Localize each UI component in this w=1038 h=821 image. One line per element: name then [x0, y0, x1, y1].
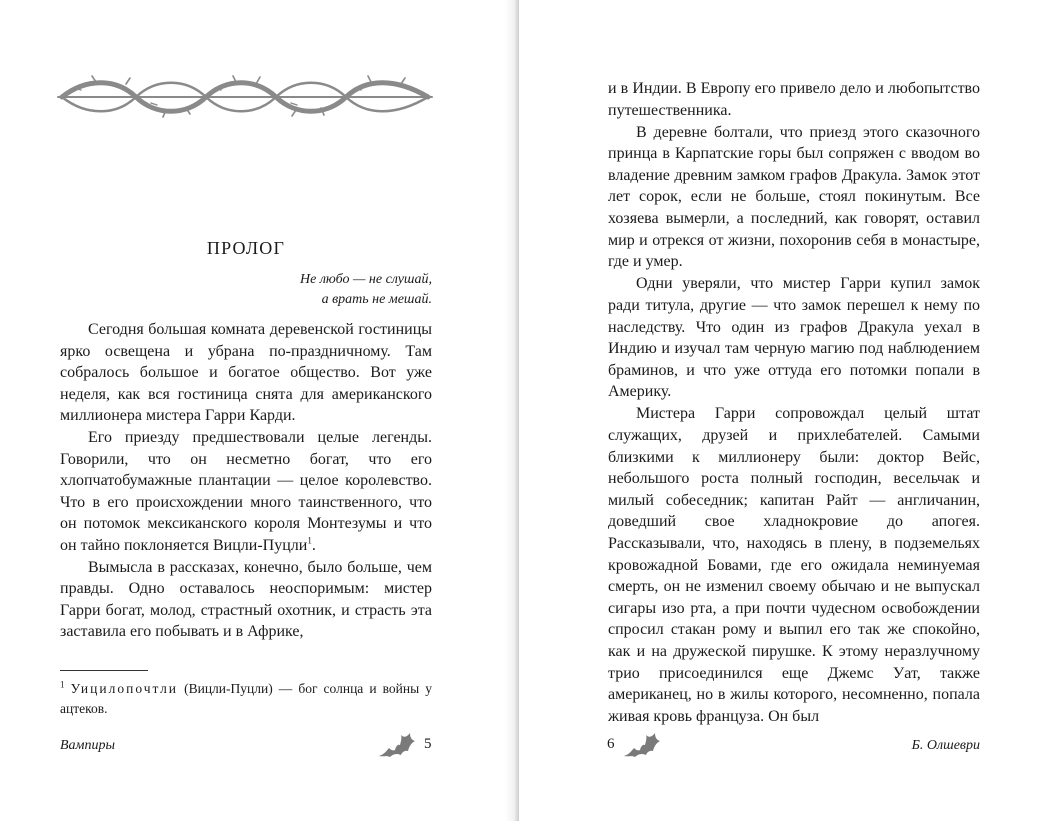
running-footer-title: Вампиры	[60, 738, 115, 753]
chapter-title: ПРОЛОГ	[206, 238, 286, 258]
footnote-mark: 1	[60, 679, 65, 690]
epigraph	[132, 270, 432, 310]
bat-icon	[377, 730, 417, 758]
page-number: 5	[424, 736, 432, 752]
paragraph: В деревне болтали, что приезд этого сказочного принца в Карпатские горы был сопряжен с вводом во владение древним замком графов Дракула. Замок этот лет сорок, если не больше, стоял покинутым. Все хозяева вымерли, а последний, как говорят, оставил мир и отрекся от жизни, похоронив себя в монастыре, где и умер.	[608, 123, 980, 271]
paragraph-text: Его приезду предшествовали целые легенды. Говорили, что он несметно богат, что его хлопчатобумажные плантации — целое королевство. Что в его происхождении много таинственного, что он потомок мексиканского короля Монтезумы и что он тайно поклоняется Вицли-Пуцли	[60, 428, 432, 554]
paragraph: Одни уверяли, что мистер Гарри купил замок ради титула, другие — что замок перешел к нему по наследству. Что один из графов Дракула уехал в Индию и изучал там черную магию под наблюдением браминов, и что уже оттуда его потомки попали в Америку.	[608, 275, 980, 401]
footnote-term: Уицилопочтли	[70, 681, 179, 696]
left-body-text	[60, 319, 432, 643]
epigraph-line: а врать не мешай.	[321, 292, 432, 307]
paragraph-tail: .	[311, 536, 316, 554]
paragraph: Вымысла в рассказах, конечно, было больше, чем правды. Одно оставалось неоспоримым: мистер Гарри богат, молод, страстный охотник, и страсть эта заставила его побывать и в Африке,	[60, 558, 432, 641]
footnote-text: (Вицли-Пуцли) — бог солнца и войны у ацтеков.	[60, 681, 432, 716]
thorn-vine-ornament-icon	[56, 70, 434, 122]
bat-icon	[622, 730, 662, 758]
right-body-text	[608, 78, 980, 727]
paragraph: Сегодня большая комната деревенской гостиницы ярко освещена и убрана по-праздничному. Там собралось большое и богатое общество. Вот уже неделя, как вся гостиница снята для американского миллионера мистера Гарри Карди.	[60, 321, 432, 425]
footnote-divider	[60, 670, 148, 671]
paragraph: и в Индии. В Европу его привело дело и любопытство путешественника.	[608, 80, 980, 119]
running-footer-author: Б. Олшеври	[911, 738, 980, 753]
paragraph	[60, 427, 432, 557]
paragraph: Мистера Гарри сопровождал целый штат служащих, друзей и прихлебателей. Самыми близкими к миллионеру были: доктор Вейс, небольшого роста полный господин, весельчак и милый собеседник; капитан Райт — англичанин, доведший свое хладнокровие до апогея. Рассказывали, что, находясь в плену, в подземельях кровожадной Бовами, где его ожидала неминуемая смерть, он не изменил своему обычаю и не выпускал сигары изо рта, а при почти чудесном освобождении спросил стакан рому и выпил его так же спокойно, как и на дружеской пирушке. К этому неразлучному трио присоединился еще Джемс Уат, также американец, но в жилы которого, несомненно, попала живая кровь француза. Он был	[608, 405, 980, 725]
footnote	[60, 679, 432, 718]
footnote-ref[interactable]: 1	[307, 535, 312, 546]
page-number: 6	[607, 736, 615, 752]
epigraph-line: Не любо — не слушай,	[300, 272, 432, 287]
left-page	[0, 0, 516, 821]
